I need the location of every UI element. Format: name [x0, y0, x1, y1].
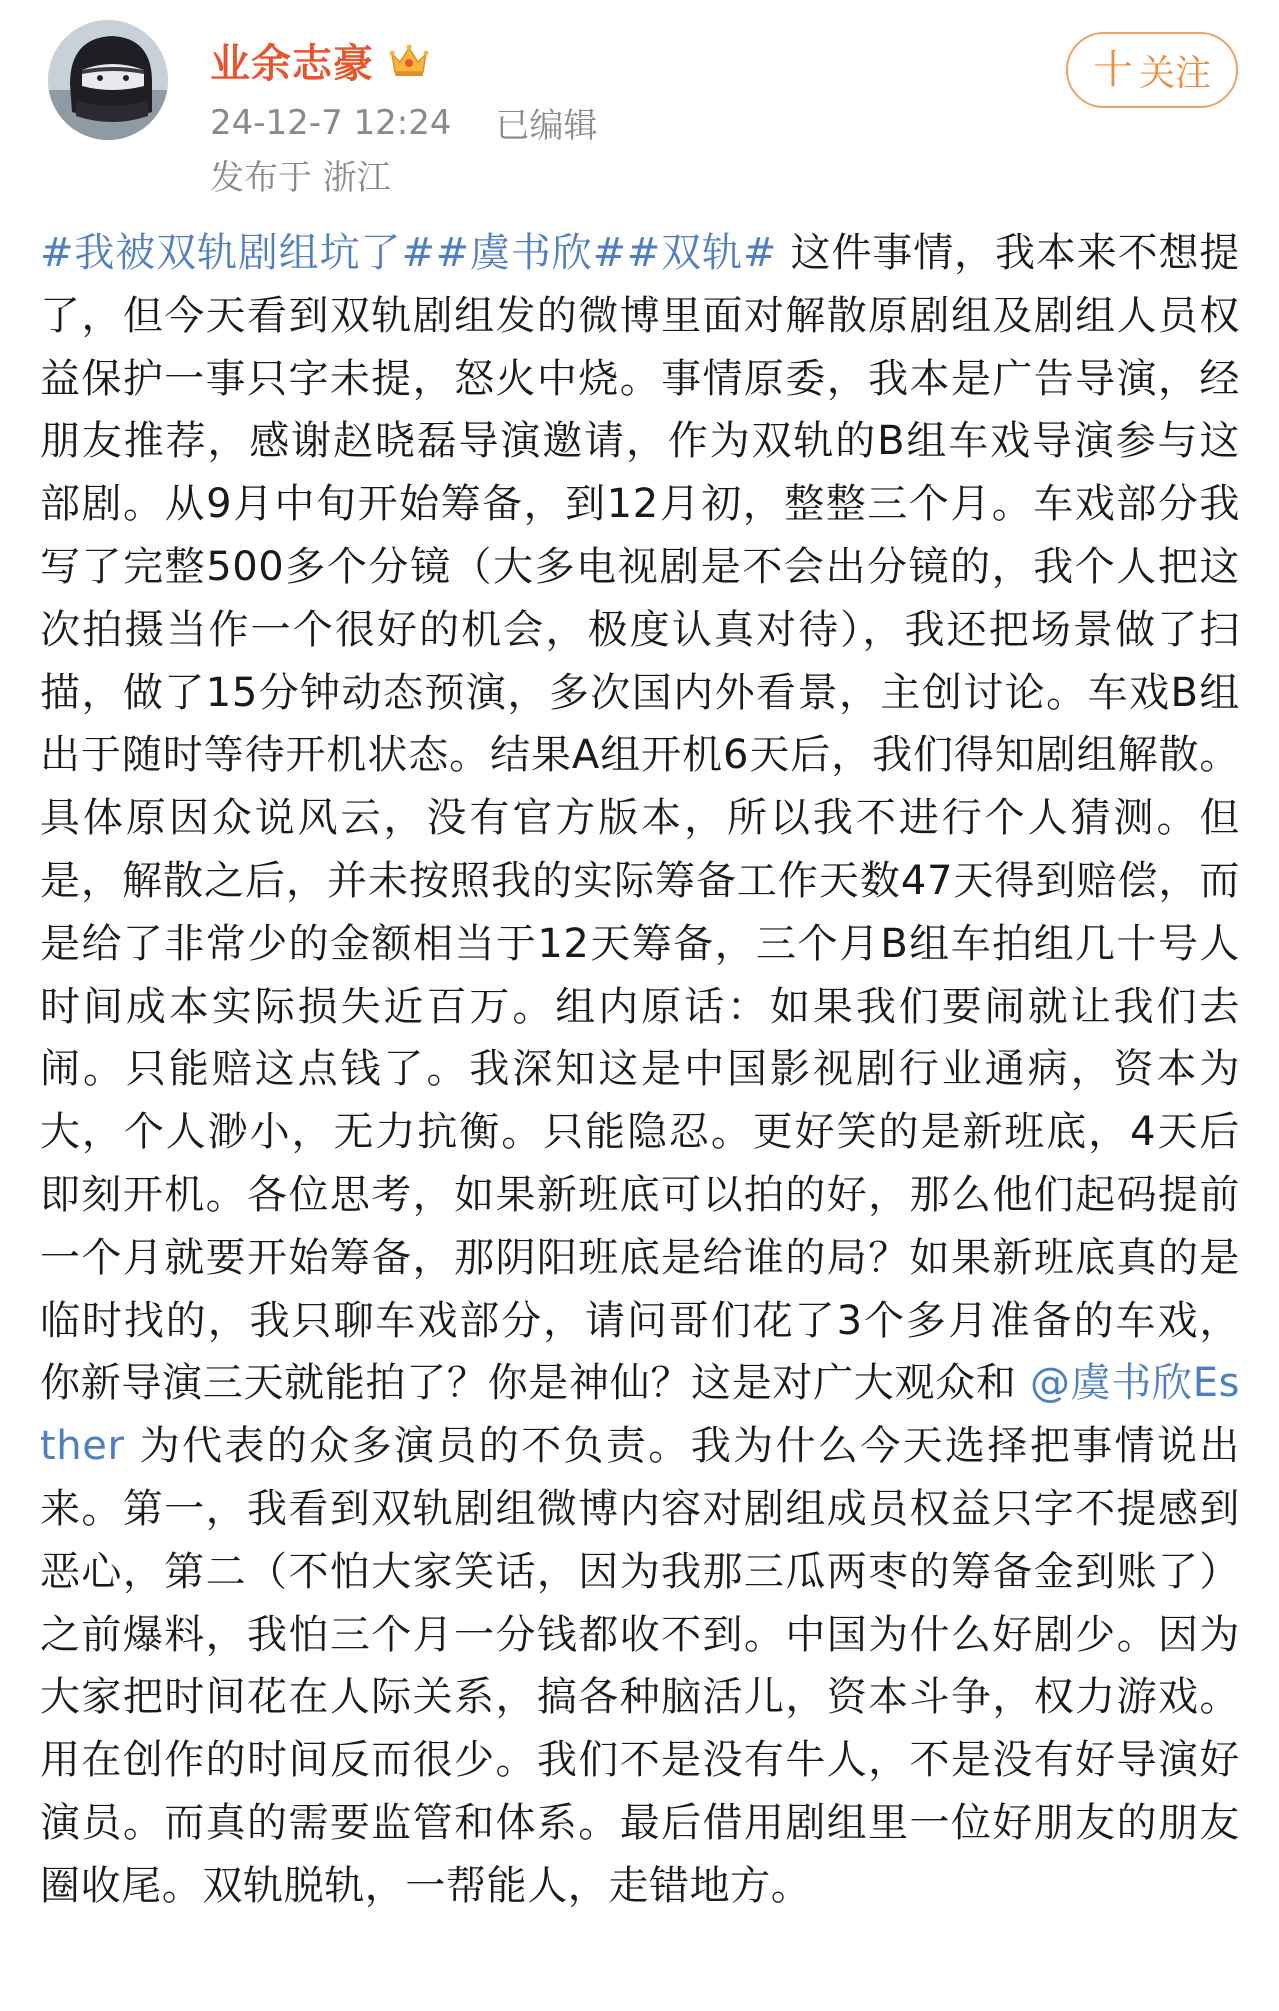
author-name[interactable]: 业余志豪	[210, 40, 374, 87]
follow-label: 关注	[1138, 52, 1211, 94]
hashtag-link[interactable]: #双轨#	[626, 230, 777, 276]
post-text: 为代表的众多演员的不负责。我为什么今天选择把事情说出来。第一，我看到双轨剧组微博内容对剧组成员权益只字不提感到恶心，第二（不怕大家笑话，因为我那三瓜两枣的筹备金到账了）之前爆料，我怕三个月一分钱都收不到。中国为什么好剧少。因为大家把时间花在人际关系，搞各种脑活儿，资本斗争，权力游戏。用在创作的时间反而很少。我们不是没有牛人，不是没有好导演好演员。而真的需要监管和体系。最后借用剧组里一位好朋友的朋友圈收尾。双轨脱轨，一帮能人，走错地方。	[40, 1423, 1240, 1909]
post-text: 这件事情，我本来不想提了，但今天看到双轨剧组发的微博里面对解散原剧组及剧组人员权益保护一事只字未提，怒火中烧。事情原委，我本是广告导演，经朋友推荐，感谢赵晓磊导演邀请，作为双轨的B组车戏导演参与这部剧。从9月中旬开始筹备，到12月初，整整三个月。车戏部分我写了完整500多个分镜（大多电视剧是不会出分镜的，我个人把这次拍摄当作一个很好的机会，极度认真对待），我还把场景做了扫描，做了15分钟动态预演，多次国内外看景，主创讨论。车戏B组出于随时等待开机状态。结果A组开机6天后，我们得知剧组解散。具体原因众说风云，没有官方版本，所以我不进行个人猜测。但是，解散之后，并未按照我的实际筹备工作天数47天得到赔偿，而是给了非常少的金额相当于12天筹备，三个月B组车拍组几十号人时间成本实际损失近百万。组内原话：如果我们要闹就让我们去闹。只能赔这点钱了。我深知这是中国影视剧行业通病，资本为大，个人渺小，无力抗衡。只能隐忍。更好笑的是新班底，4天后即刻开机。各位思考，如果新班底可以拍的好，那么他们起码提前一个月就要开始筹备，那阴阳班底是给谁的局？如果新班底真的是临时找的，我只聊车戏部分，请问哥们花了3个多月准备的车戏，你新导演三天就能拍了？你是神仙？这是对广大观众和	[40, 230, 1241, 1407]
follow-button[interactable]	[1066, 32, 1238, 108]
crown-badge-icon	[388, 42, 430, 78]
author-avatar[interactable]	[48, 20, 168, 140]
mention-link[interactable]: @虞书欣Esther	[40, 1360, 1241, 1470]
edited-label[interactable]: 已编辑	[495, 106, 598, 146]
hashtag-link[interactable]: #我被双轨剧组坑了#	[40, 230, 436, 276]
post-location: 发布于 浙江	[210, 158, 391, 198]
post-timestamp: 24-12-7 12:24	[210, 102, 452, 143]
post-meta	[210, 98, 598, 147]
post-content	[40, 222, 1240, 1918]
helmet-avatar-icon	[48, 20, 168, 140]
hashtag-link[interactable]: #虞书欣#	[435, 230, 627, 276]
plus-icon: 十	[1092, 47, 1133, 93]
post-header	[0, 0, 1279, 200]
author-name-row	[210, 30, 430, 90]
